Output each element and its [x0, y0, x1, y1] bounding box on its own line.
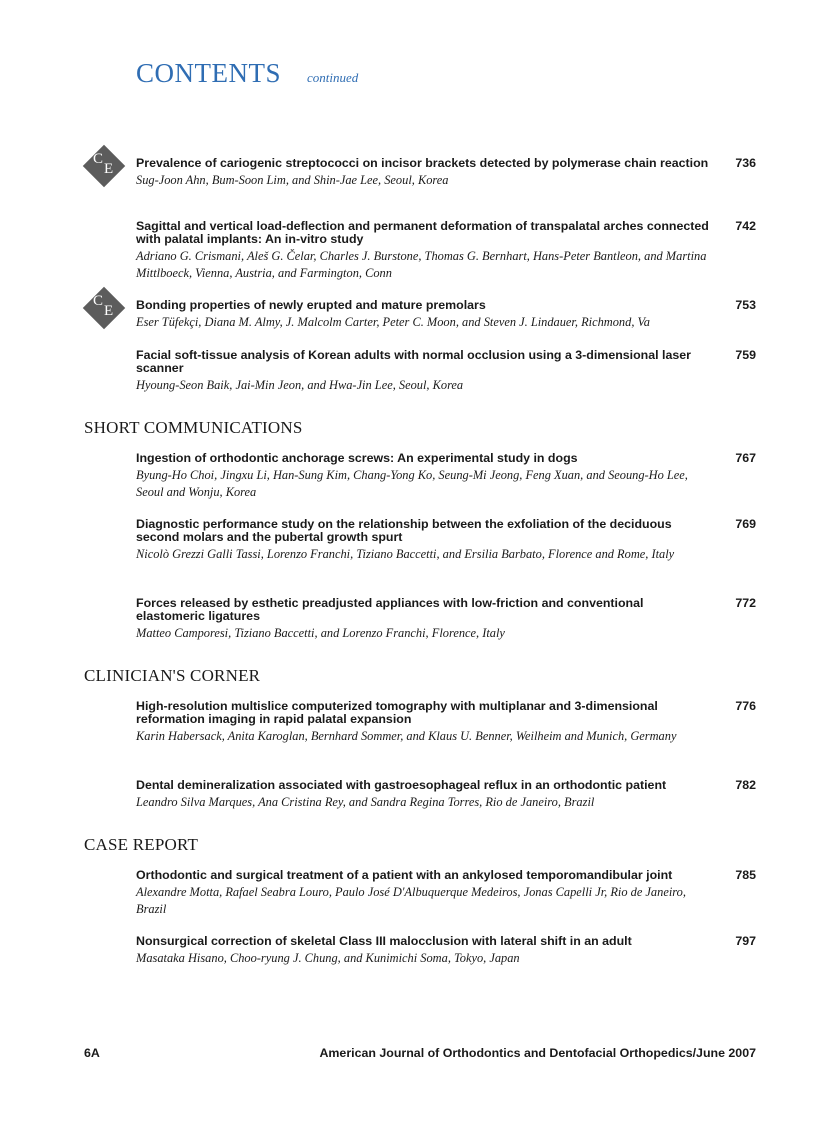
article-authors: Byung-Ho Choi, Jingxu Li, Han-Sung Kim, Chang-Yong Ko, Seung-Mi Jeong, Feng Xuan, and Seoung-Ho Lee, Seoul and Wonju, Korea: [136, 468, 688, 499]
contents-header: [136, 58, 358, 89]
page-number: 736: [735, 156, 756, 170]
page-number: 769: [735, 517, 756, 531]
article-authors: Leandro Silva Marques, Ana Cristina Rey, and Sandra Regina Torres, Rio de Janeiro, Brazil: [136, 795, 595, 809]
page-subtitle: continued: [307, 70, 359, 85]
article-title[interactable]: Bonding properties of newly erupted and mature premolars: [136, 298, 486, 312]
ce-letter-c: C: [93, 151, 104, 167]
page-number: 753: [735, 298, 756, 312]
article-title[interactable]: Facial soft-tissue analysis of Korean adults with normal occlusion using a 3-dimensional laser scanner: [136, 348, 691, 375]
toc-entry[interactable]: [136, 299, 756, 331]
ce-letter-c: C: [93, 293, 104, 309]
toc-entry[interactable]: [136, 349, 756, 394]
page-title: CONTENTS: [136, 58, 281, 88]
page-number: 772: [735, 596, 756, 610]
section-heading-case-report: CASE REPORT: [84, 835, 199, 854]
toc-entry[interactable]: [136, 700, 756, 745]
article-authors: Masataka Hisano, Choo-ryung J. Chung, and Kunimichi Soma, Tokyo, Japan: [136, 951, 520, 965]
ce-letter-e: E: [104, 303, 114, 319]
toc-entry[interactable]: [136, 220, 756, 282]
page-number: 742: [735, 219, 756, 233]
article-title[interactable]: Sagittal and vertical load-deflection and permanent deformation of transpalatal arches connected with palatal implants: An in-vitro study: [136, 219, 709, 246]
ce-credit-icon: [82, 286, 126, 330]
page-number: 785: [735, 868, 756, 882]
article-title[interactable]: Nonsurgical correction of skeletal Class III malocclusion with lateral shift in an adult: [136, 934, 632, 948]
toc-entry[interactable]: [136, 518, 756, 563]
toc-entry[interactable]: [136, 597, 756, 642]
article-authors: Hyoung-Seon Baik, Jai-Min Jeon, and Hwa-Jin Lee, Seoul, Korea: [136, 378, 464, 392]
toc-entry[interactable]: [136, 779, 756, 811]
page-number: 797: [735, 934, 756, 948]
article-authors: Karin Habersack, Anita Karoglan, Bernhard Sommer, and Klaus U. Benner, Weilheim and Munich, Germany: [136, 729, 677, 743]
toc-entry[interactable]: [136, 935, 756, 967]
article-authors: Eser Tüfekçi, Diana M. Almy, J. Malcolm Carter, Peter C. Moon, and Steven J. Lindauer, Richmond, Va: [136, 315, 650, 329]
footer-page-label: 6A: [84, 1046, 100, 1060]
page-number: 782: [735, 778, 756, 792]
article-authors: Matteo Camporesi, Tiziano Baccetti, and Lorenzo Franchi, Florence, Italy: [136, 626, 505, 640]
article-authors: Alexandre Motta, Rafael Seabra Louro, Paulo José D'Albuquerque Medeiros, Jonas Capelli Jr, Rio de Janeiro, Brazil: [136, 885, 686, 916]
article-title[interactable]: Forces released by esthetic preadjusted appliances with low-friction and conventional elastomeric ligatures: [136, 596, 644, 623]
article-title[interactable]: Diagnostic performance study on the relationship between the exfoliation of the deciduous second molars and the pubertal growth spurt: [136, 517, 672, 544]
section-heading-short-communications: SHORT COMMUNICATIONS: [84, 418, 303, 437]
article-title[interactable]: Orthodontic and surgical treatment of a patient with an ankylosed temporomandibular joint: [136, 868, 673, 882]
article-authors: Adriano G. Crismani, Aleš G. Čelar, Charles J. Burstone, Thomas G. Bernhart, Hans-Peter Bantleon, and Martina Mittlboeck, Vienna, Austria, and Farmington, Conn: [136, 249, 707, 280]
article-title[interactable]: High-resolution multislice computerized tomography with multiplanar and 3-dimensional reformation imaging in rapid palatal expansion: [136, 699, 658, 726]
article-title[interactable]: Ingestion of orthodontic anchorage screws: An experimental study in dogs: [136, 451, 578, 465]
page-number: 759: [735, 348, 756, 362]
page-number: 767: [735, 451, 756, 465]
ce-letter-e: E: [104, 161, 114, 177]
page-number: 776: [735, 699, 756, 713]
toc-entry[interactable]: [136, 157, 756, 189]
toc-entry[interactable]: [136, 869, 756, 918]
section-heading-clinicians-corner: CLINICIAN'S CORNER: [84, 666, 261, 685]
article-title[interactable]: Prevalence of cariogenic streptococci on incisor brackets detected by polymerase chain reaction: [136, 156, 709, 170]
ce-credit-icon: [82, 144, 126, 188]
article-authors: Nicolò Grezzi Galli Tassi, Lorenzo Franchi, Tiziano Baccetti, and Ersilia Barbato, Florence and Rome, Italy: [136, 547, 675, 561]
toc-entry[interactable]: [136, 452, 756, 501]
article-title[interactable]: Dental demineralization associated with gastroesophageal reflux in an orthodontic patient: [136, 778, 667, 792]
footer-journal-name: American Journal of Orthodontics and Dentofacial Orthopedics/June 2007: [319, 1046, 756, 1060]
article-authors: Sug-Joon Ahn, Bum-Soon Lim, and Shin-Jae Lee, Seoul, Korea: [136, 173, 449, 187]
